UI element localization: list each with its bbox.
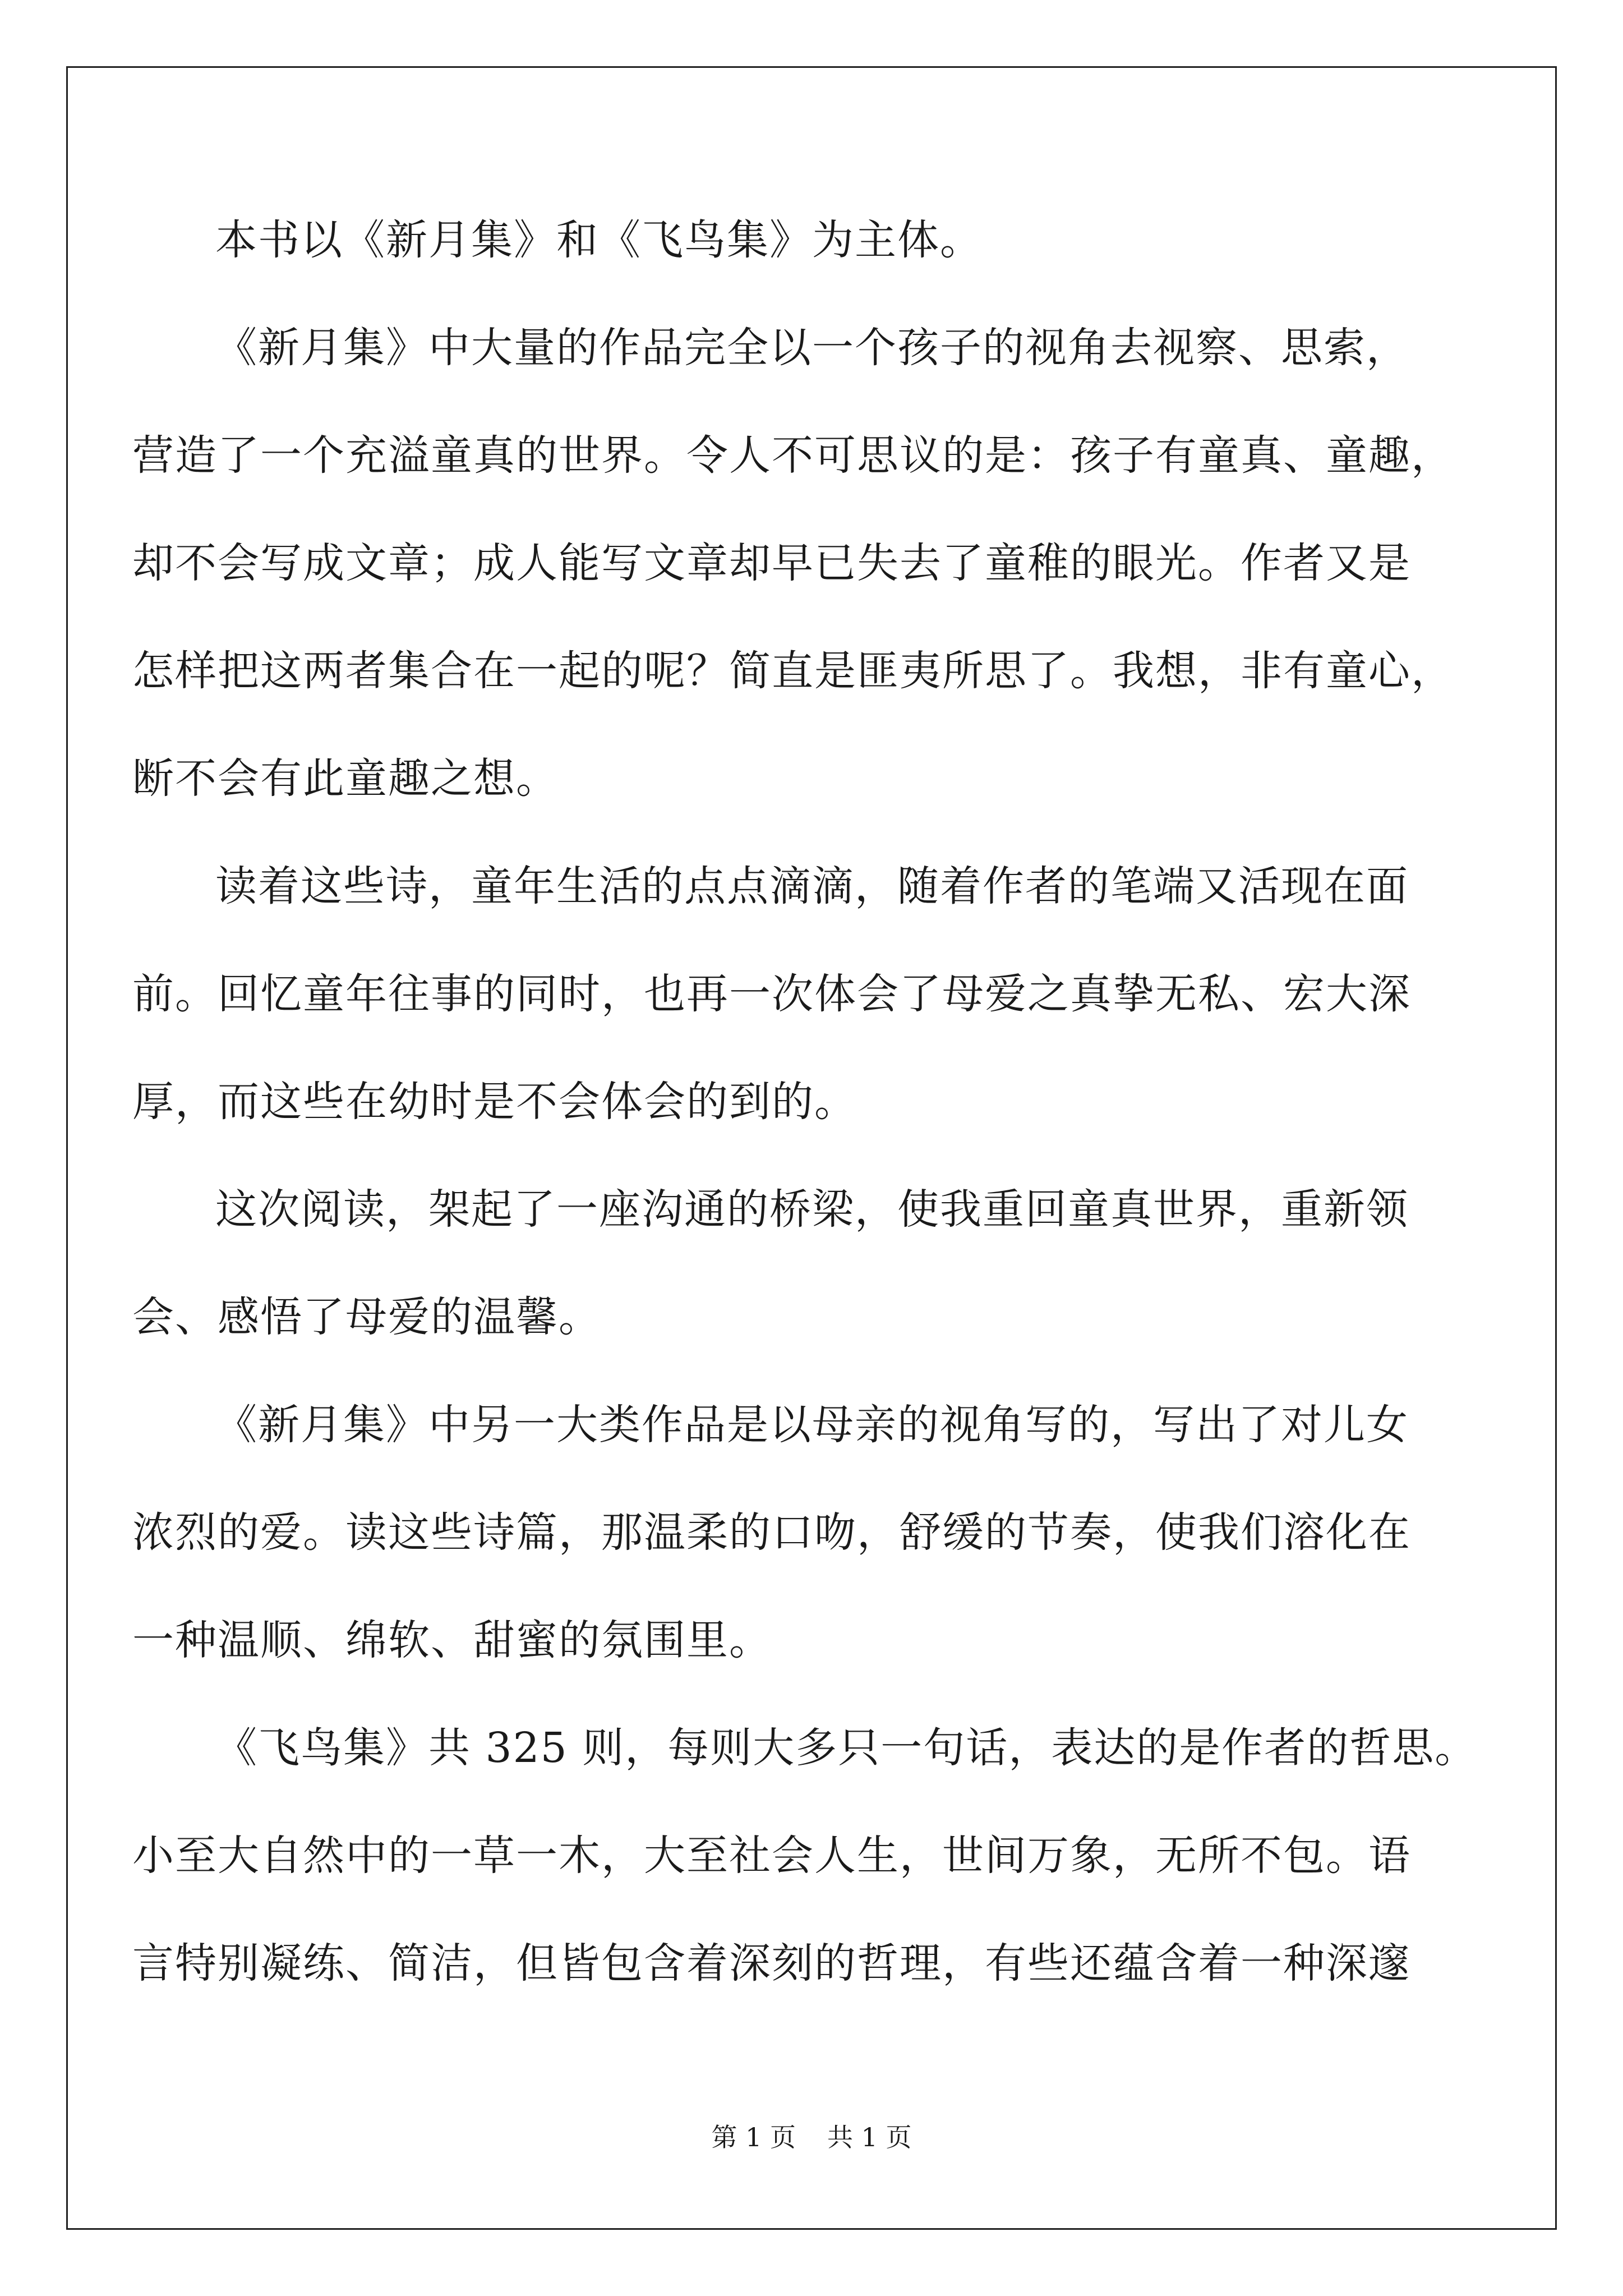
text-line: 《飞鸟集》共 325 则，每则大多只一句话，表达的是作者的哲思。 — [215, 1724, 1478, 1772]
text-line: 却不会写成文章；成人能写文章却早已失去了童稚的眼光。作者又是 — [132, 539, 1411, 587]
text-line: 小至大自然中的一草一木，大至社会人生，世间万象，无所不包。语 — [132, 1832, 1411, 1880]
text-line: 营造了一个充溢童真的世界。令人不可思议的是：孩子有童真、童趣， — [132, 431, 1454, 480]
paragraph — [132, 213, 1490, 267]
page-count: 共 1 页 — [827, 2122, 912, 2152]
text-line: 前。回忆童年往事的同时，也再一次体会了母爱之真挚无私、宏大深 — [132, 970, 1411, 1018]
text-line: 本书以《新月集》和《飞鸟集》为主体。 — [215, 216, 983, 264]
paragraph — [132, 1182, 1490, 1344]
text-line: 怎样把这两者集合在一起的呢？简直是匪夷所思了。我想，非有童心， — [132, 647, 1454, 695]
text-line: 读着这些诗，童年生活的点点滴滴，随着作者的笔端又活现在面 — [215, 862, 1409, 910]
paragraph — [132, 859, 1490, 1129]
page-number: 第 1 页 — [711, 2122, 796, 2152]
text-line: 浓烈的爱。读这些诗篇，那温柔的口吻，舒缓的节奏，使我们溶化在 — [132, 1508, 1411, 1557]
text-line: 一种温顺、绵软、甜蜜的氛围里。 — [132, 1616, 772, 1664]
paragraph — [132, 1721, 1490, 1990]
text-line: 《新月集》中另一大类作品是以母亲的视角写的，写出了对儿女 — [215, 1401, 1409, 1449]
text-line: 这次阅读，架起了一座沟通的桥梁，使我重回童真世界，重新领 — [215, 1185, 1409, 1234]
paragraph — [132, 1398, 1490, 1667]
page-footer — [0, 2120, 1623, 2154]
text-line: 会、感悟了母爱的温馨。 — [132, 1293, 601, 1341]
document-body — [132, 213, 1490, 1990]
text-line: 《新月集》中大量的作品完全以一个孩子的视角去视察、思索， — [215, 324, 1409, 372]
text-line: 断不会有此童趣之想。 — [132, 754, 559, 803]
text-line: 厚，而这些在幼时是不会体会的到的。 — [132, 1078, 857, 1126]
text-line: 言特别凝练、简洁，但皆包含着深刻的哲理，有些还蕴含着一种深邃 — [132, 1939, 1411, 1987]
paragraph — [132, 321, 1490, 806]
